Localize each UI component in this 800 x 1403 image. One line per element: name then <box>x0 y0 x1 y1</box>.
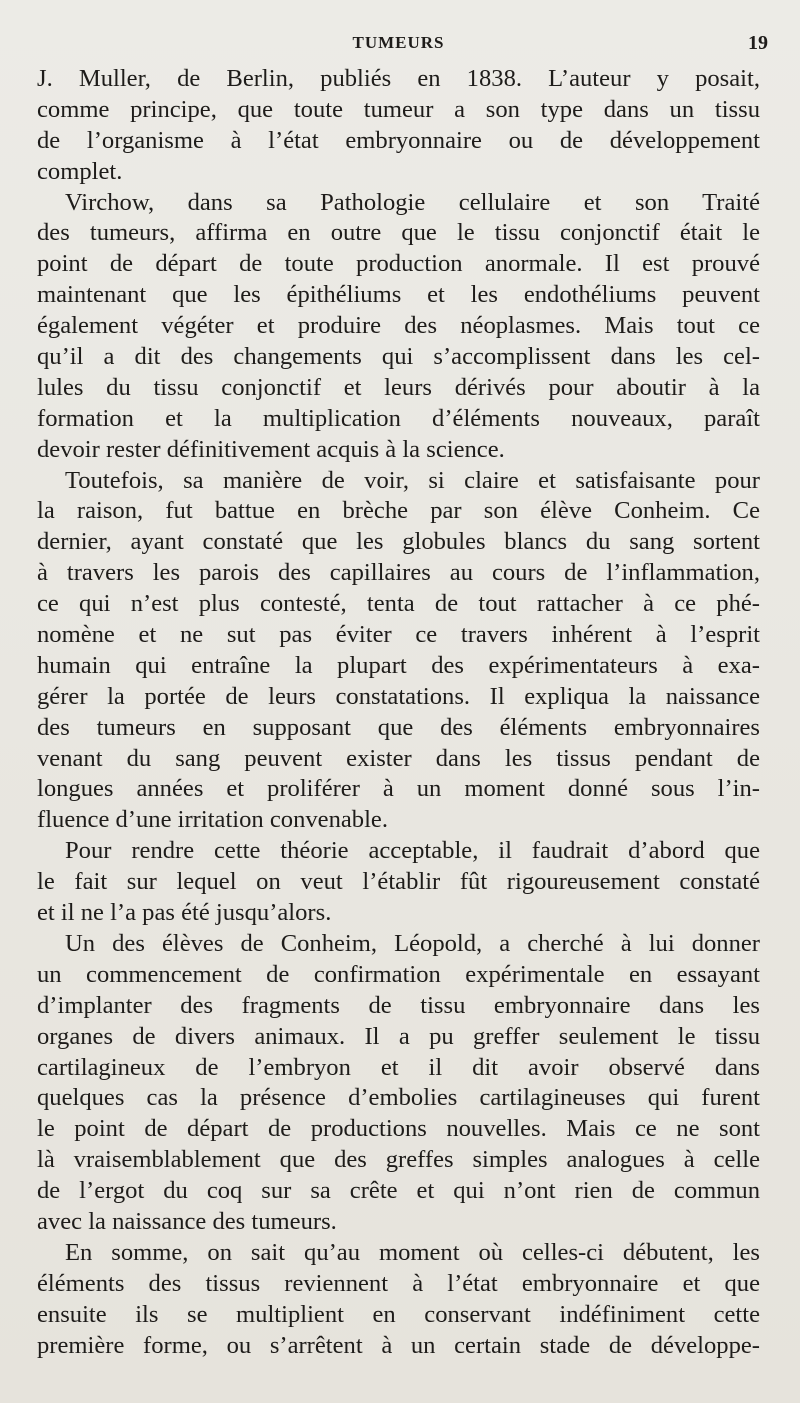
text-line: d’implanter des fragments de tissu embryonnaire dans les <box>37 991 760 1019</box>
text-line: quelques cas la présence d’embolies cartilagineuses qui furent <box>37 1084 760 1112</box>
text-line: devoir rester définitivement acquis à la science. <box>37 435 505 463</box>
text-line: là vraisemblablement que des greffes simples analogues à celle <box>37 1146 760 1174</box>
text-line: nomène et ne sut pas éviter ce travers inhérent à l’esprit <box>37 621 760 649</box>
text-line: la raison, fut battue en brèche par son élève Conheim. Ce <box>37 497 760 525</box>
text-line: des tumeurs, affirma en outre que le tissu conjonctif était le <box>37 219 760 247</box>
text-line: à travers les parois des capillaires au cours de l’inflammation, <box>37 559 760 587</box>
text-line: des tumeurs en supposant que des éléments embryonnaires <box>37 713 760 741</box>
text-line: Virchow, dans sa Pathologie cellulaire et son Traité <box>65 188 760 216</box>
body-text <box>37 64 760 1361</box>
text-line: ce qui n’est plus contesté, tenta de tout rattacher à ce phé- <box>37 590 760 618</box>
text-line: avec la naissance des tumeurs. <box>37 1207 337 1235</box>
text-line: le point de départ de productions nouvelles. Mais ce ne sont <box>37 1115 760 1143</box>
text-line: organes de divers animaux. Il a pu greffer seulement le tissu <box>37 1022 760 1050</box>
text-line: point de départ de toute production anormale. Il est prouvé <box>37 250 760 278</box>
text-line: et il ne l’a pas été jusqu’alors. <box>37 899 332 927</box>
text-line: qu’il a dit des changements qui s’accomplissent dans les cel- <box>37 343 760 371</box>
page-number: 19 <box>748 32 768 54</box>
running-title: TUMEURS <box>352 33 445 52</box>
text-line: lules du tissu conjonctif et leurs dérivés pour aboutir à la <box>37 373 760 401</box>
text-line: cartilagineux de l’embryon et il dit avoir observé dans <box>37 1053 760 1081</box>
text-line: fluence d’une irritation convenable. <box>37 806 388 834</box>
text-line: complet. <box>37 157 123 185</box>
text-line: éléments des tissus reviennent à l’état embryonnaire et que <box>37 1269 760 1297</box>
text-line: humain qui entraîne la plupart des expérimentateurs à exa- <box>37 651 760 679</box>
text-line: Un des élèves de Conheim, Léopold, a cherché à lui donner <box>65 929 760 957</box>
text-line: gérer la portée de leurs constatations. Il expliqua la naissance <box>37 682 760 710</box>
text-line: de l’organisme à l’état embryonnaire ou de développement <box>37 126 760 154</box>
text-line: formation et la multiplication d’éléments nouveaux, paraît <box>37 404 760 432</box>
text-line: le fait sur lequel on veut l’établir fût rigoureusement constaté <box>37 868 760 896</box>
text-line: Pour rendre cette théorie acceptable, il faudrait d’abord que <box>65 837 760 865</box>
text-line: également végéter et produire des néoplasmes. Mais tout ce <box>37 312 760 340</box>
text-line: de l’ergot du coq sur sa crête et qui n’ont rien de commun <box>37 1177 760 1205</box>
paragraph-6 <box>37 1238 760 1362</box>
text-line: première forme, ou s’arrêtent à un certain stade de développe- <box>37 1331 760 1359</box>
text-line: comme principe, que toute tumeur a son type dans un tissu <box>37 95 760 123</box>
text-line: venant du sang peuvent exister dans les tissus pendant de <box>37 744 760 772</box>
text-line: un commencement de confirmation expérimentale en essayant <box>37 960 760 988</box>
paragraph-4 <box>37 836 760 929</box>
running-header <box>37 30 768 64</box>
text-line: Toutefois, sa manière de voir, si claire et satisfaisante pour <box>65 466 760 494</box>
paragraph-1 <box>37 64 760 188</box>
paragraph-2 <box>37 188 760 466</box>
text-line: En somme, on sait qu’au moment où celles-ci débutent, les <box>65 1238 760 1266</box>
paragraph-3 <box>37 466 760 837</box>
text-line: ensuite ils se multiplient en conservant indéfiniment cette <box>37 1300 760 1328</box>
text-line: maintenant que les épithéliums et les endothéliums peuvent <box>37 281 760 309</box>
text-line: dernier, ayant constaté que les globules blancs du sang sortent <box>37 528 760 556</box>
text-line: longues années et proliférer à un moment donné sous l’in- <box>37 775 760 803</box>
text-line: J. Muller, de Berlin, publiés en 1838. L’auteur y posait, <box>37 65 760 92</box>
paragraph-5 <box>37 929 760 1238</box>
